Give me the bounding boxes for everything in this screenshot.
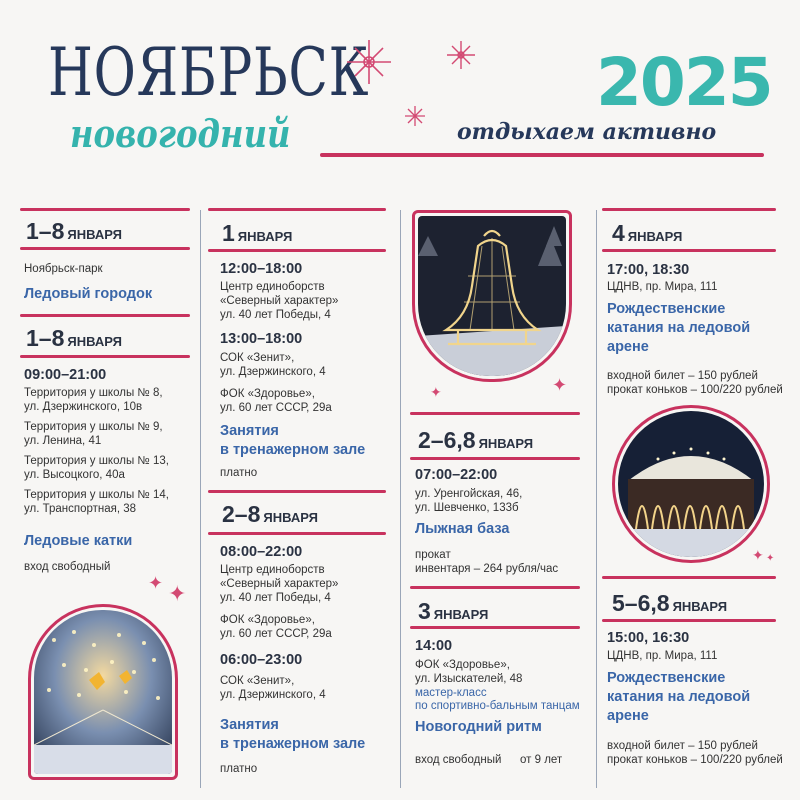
- event-addresses: [220, 280, 338, 322]
- column-divider: [596, 210, 597, 788]
- event-date: [612, 590, 727, 617]
- event-note: вход свободный: [24, 561, 111, 573]
- date-number: 1–8: [26, 218, 65, 244]
- date-month: ЯНВАРЯ: [478, 436, 534, 451]
- event-addresses: [220, 351, 332, 415]
- event-divider: [602, 576, 776, 579]
- address-line: ул. 40 лет Победы, 4: [220, 309, 331, 321]
- event-divider: [20, 247, 190, 250]
- year: 2025: [596, 44, 772, 121]
- event-divider: [20, 208, 190, 211]
- event-divider: [602, 249, 776, 252]
- event-title: Ледовые катки: [24, 533, 133, 549]
- address-line: ул. 60 лет СССР, 29а: [220, 628, 332, 640]
- sparkle-icon: ✦: [430, 384, 442, 400]
- event-note: платно: [220, 763, 258, 775]
- event-date: [26, 218, 122, 245]
- event-addresses: [415, 487, 522, 515]
- event-time: 15:00, 16:30: [607, 630, 690, 646]
- event-divider: [208, 208, 386, 211]
- title-line: катания на ледовой: [607, 320, 751, 336]
- note-line: входной билет – 150 рублей: [607, 370, 758, 382]
- event-divider: [20, 314, 190, 317]
- address-line: ул. Дзержинского, 10в: [24, 401, 143, 413]
- title-line: катания на ледовой: [607, 689, 751, 705]
- title-line: в тренажерном зале: [220, 442, 366, 458]
- sparkle-icon: ✦: [148, 573, 164, 593]
- title-line: арене: [607, 339, 649, 355]
- subtitle-line: мастер-класс: [415, 687, 487, 699]
- event-divider: [410, 457, 580, 460]
- event-date: [222, 220, 292, 247]
- event-note: [415, 548, 558, 576]
- subtitle-line: по спортивно-бальным танцам: [415, 700, 580, 712]
- address-line: ул. Дзержинского, 4: [220, 689, 326, 701]
- event-time: 13:00–18:00: [220, 331, 303, 347]
- note-line: прокат коньков – 100/220 рублей: [607, 754, 783, 766]
- address-line: Территория у школы № 13,: [24, 455, 169, 467]
- address-line: Территория у школы № 8,: [24, 387, 163, 399]
- title-line: Рождественские: [607, 301, 726, 317]
- event-time: 06:00–23:00: [220, 652, 303, 668]
- date-month: ЯНВАРЯ: [263, 510, 318, 525]
- note-line: входной билет – 150 рублей: [607, 740, 758, 752]
- event-date: [612, 220, 682, 247]
- address-line: «Северный характер»: [220, 295, 339, 307]
- address-line: ул. Уренгойская, 46,: [415, 488, 523, 500]
- photo-bell-sculpture: [412, 210, 572, 382]
- address-line: ФОК «Здоровье»,: [415, 659, 510, 671]
- address-line: Центр единоборств: [220, 564, 325, 576]
- event-time: 14:00: [415, 638, 453, 654]
- tagline: отдыхаем активно: [457, 119, 717, 145]
- event-note: [607, 369, 783, 397]
- event-title: Новогодний ритм: [415, 719, 542, 735]
- event-subtitle: [415, 687, 580, 713]
- event-addresses: [415, 658, 522, 686]
- title-line: арене: [607, 708, 649, 724]
- title-line: в тренажерном зале: [220, 736, 366, 752]
- logo-title: НОЯБРЬСК: [48, 34, 370, 111]
- event-time: 09:00–21:00: [24, 367, 107, 383]
- sparkle-icon: [345, 38, 393, 86]
- event-time: 08:00–22:00: [220, 544, 303, 560]
- event-time: 12:00–18:00: [220, 261, 303, 277]
- event-divider: [208, 490, 386, 493]
- event-time: 17:00, 18:30: [607, 262, 690, 278]
- note-line: прокат: [415, 549, 451, 561]
- date-month: ЯНВАРЯ: [67, 227, 122, 242]
- address-line: ул. 60 лет СССР, 29а: [220, 402, 332, 414]
- event-addresses: [24, 386, 169, 516]
- event-title: Лыжная база: [415, 521, 510, 537]
- address-line: СОК «Зенит»,: [220, 352, 295, 364]
- age-limit: от 9 лет: [520, 754, 563, 766]
- date-number: 4: [612, 220, 625, 246]
- date-number: 1–8: [26, 325, 65, 351]
- event-title: [220, 716, 365, 754]
- sparkle-icon: [446, 40, 476, 70]
- date-number: 2–6,8: [418, 427, 476, 453]
- note-line: инвентаря – 264 рубля/час: [415, 563, 559, 575]
- sparkle-icon: ✦: [752, 547, 764, 563]
- event-addresses: [220, 563, 338, 641]
- photo-light-tunnel: [28, 604, 178, 780]
- event-divider: [410, 412, 580, 415]
- event-note: [607, 739, 783, 767]
- event-title: [607, 300, 750, 357]
- event-address: ЦДНВ, пр. Мира, 111: [607, 650, 718, 662]
- address-line: ул. Транспортная, 38: [24, 503, 137, 515]
- address-line: Центр единоборств: [220, 281, 325, 293]
- event-divider: [410, 626, 580, 629]
- address-line: ул. Шевченко, 133б: [415, 502, 519, 514]
- address-line: ул. Высоцкого, 40а: [24, 469, 125, 481]
- date-number: 2–8: [222, 501, 261, 527]
- sparkle-icon: [404, 105, 426, 127]
- column-divider: [400, 210, 401, 788]
- address-line: ул. Ленина, 41: [24, 435, 102, 447]
- sparkle-icon: ✦: [552, 375, 568, 395]
- event-time: 07:00–22:00: [415, 467, 498, 483]
- address-line: ул. Изыскателей, 48: [415, 673, 523, 685]
- date-month: ЯНВАРЯ: [237, 229, 293, 244]
- event-divider: [410, 586, 580, 589]
- date-month: ЯНВАРЯ: [433, 607, 489, 622]
- event-title: [220, 422, 365, 460]
- address-line: Территория у школы № 9,: [24, 421, 163, 433]
- date-number: 5–6,8: [612, 590, 670, 616]
- column-divider: [200, 210, 201, 788]
- date-month: ЯНВАРЯ: [672, 599, 728, 614]
- photo-ice-arena: [612, 405, 770, 563]
- address-line: СОК «Зенит»,: [220, 675, 295, 687]
- title-line: Занятия: [220, 717, 279, 733]
- address-line: Территория у школы № 14,: [24, 489, 169, 501]
- title-line: Занятия: [220, 423, 279, 439]
- event-divider: [20, 355, 190, 358]
- event-divider: [602, 208, 776, 211]
- address-line: ул. 40 лет Победы, 4: [220, 592, 331, 604]
- address-line: ФОК «Здоровье»,: [220, 388, 315, 400]
- header-divider: [320, 153, 764, 157]
- event-date: [418, 427, 533, 454]
- title-line: Рождественские: [607, 670, 726, 686]
- event-addresses: [220, 674, 326, 702]
- event-note: платно: [220, 467, 258, 479]
- event-date: [418, 598, 488, 625]
- address-line: «Северный характер»: [220, 578, 339, 590]
- date-number: 1: [222, 220, 235, 246]
- event-divider: [208, 249, 386, 252]
- date-month: ЯНВАРЯ: [67, 334, 122, 349]
- event-date: [26, 325, 122, 352]
- date-number: 3: [418, 598, 431, 624]
- event-note: вход свободный: [415, 754, 502, 766]
- event-date: [222, 501, 318, 528]
- address-line: ул. Дзержинского, 4: [220, 366, 326, 378]
- sparkle-icon: ✦: [168, 581, 187, 606]
- date-month: ЯНВАРЯ: [627, 229, 683, 244]
- address-line: ФОК «Здоровье»,: [220, 614, 315, 626]
- note-line: прокат коньков – 100/220 рублей: [607, 384, 783, 396]
- event-title: [607, 669, 750, 726]
- event-place: Ноябрьск-парк: [24, 263, 103, 275]
- event-divider: [208, 532, 386, 535]
- logo-subtitle: новогодний: [70, 111, 291, 156]
- event-divider: [602, 619, 776, 622]
- sparkle-icon: ✦: [766, 553, 775, 564]
- event-title: Ледовый городок: [24, 286, 153, 302]
- event-address: ЦДНВ, пр. Мира, 111: [607, 281, 718, 293]
